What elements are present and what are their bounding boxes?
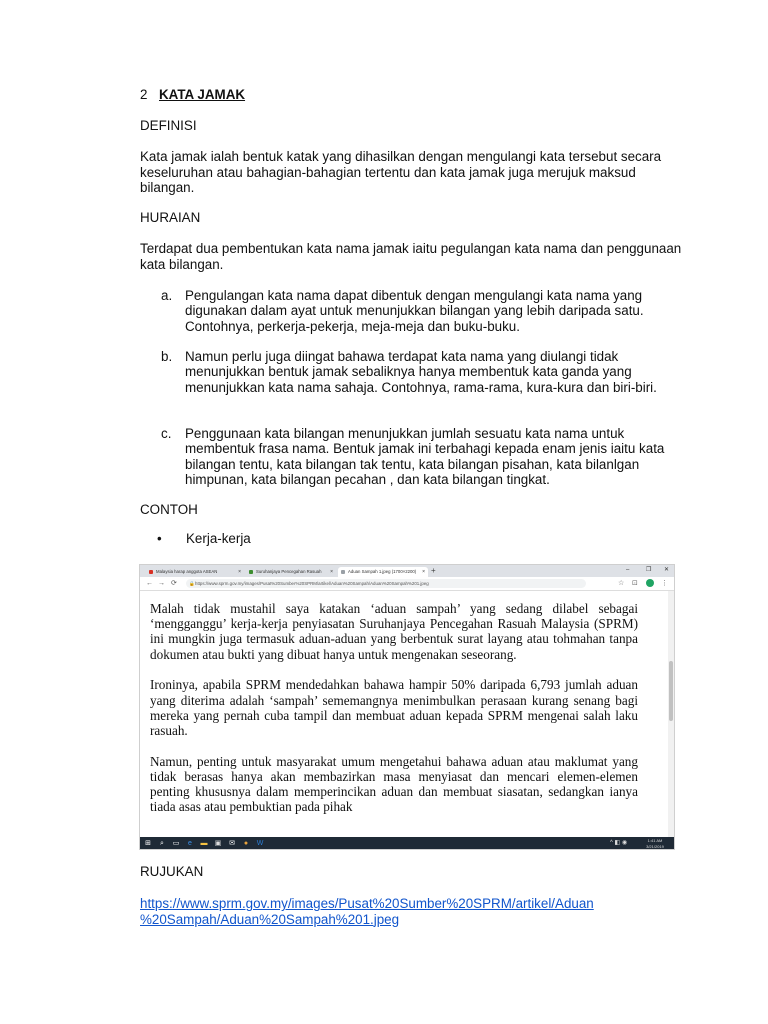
- address-bar: [140, 577, 674, 591]
- reload-icon[interactable]: ⟳: [171, 580, 177, 587]
- browser-tab-active[interactable]: [338, 567, 428, 577]
- tab-label: Suruhanjaya Pencegahan Rasuah: [256, 569, 322, 574]
- contoh-bullet-text: Kerja-kerja: [186, 531, 251, 546]
- list-marker: b.: [161, 349, 173, 364]
- article-paragraph: Malah tidak mustahil saya katakan ‘aduan sampah’ yang sedang dilabel sebagai ‘mengganggu’ kerja-kerja penyiasatan Suruhanjaya Pencegahan Rasuah Malaysia (SPRM) ini mungkin juga termasuk aduan-aduan yang berbentuk surat layang atau tohmahan tanpa dokumen atau bukti yang dibuat hanya untuk mengenakan seseorang.: [150, 601, 638, 662]
- tab-label: Aduan Sampah 1.jpeg (1700×2200): [348, 569, 417, 574]
- list-text: Pengulangan kata nama dapat dibentuk dengan mengulangi kata nama yang digunakan dalam ayat untuk menunjukkan bilangan yang lebih daripada satu. Contohnya, perkerja-pekerja, meja-meja dan buku-buku.: [185, 288, 644, 334]
- huraian-heading: HURAIAN: [140, 210, 201, 225]
- close-icon[interactable]: ×: [330, 569, 333, 575]
- reference-link-block: [140, 896, 660, 927]
- article-paragraph: Namun, penting untuk masyarakat umum mengetahui bahawa aduan atau maklumat yang tidak berasas hanya akan membazirkan masa menyiasat dan mencari elemen-elemen penting khususnya dalam memperincikan aduan dan membuat siasatan, sedangkan ianya tiada asas atau pembuktian pada pihak: [150, 753, 638, 815]
- chrome-icon[interactable]: ●: [243, 840, 249, 847]
- definisi-heading: DEFINISI: [140, 118, 197, 133]
- browser-tabbar: [140, 565, 674, 577]
- rujukan-heading: RUJUKAN: [140, 864, 204, 879]
- window-close-icon[interactable]: ✕: [664, 567, 670, 573]
- section-number: 2: [140, 87, 148, 102]
- minimize-icon[interactable]: –: [626, 567, 630, 573]
- close-icon[interactable]: ×: [422, 569, 425, 575]
- section-heading: [140, 87, 245, 103]
- embedded-screenshot: [139, 564, 675, 850]
- reference-link-line-1: https://www.sprm.gov.my/images/Pusat%20Sumber%20SPRM/artikel/Aduan: [140, 896, 594, 911]
- browser-tab[interactable]: [146, 567, 244, 577]
- reference-link-line-2: %20Sampah/Aduan%20Sampah%201.jpeg: [140, 911, 400, 927]
- list-text: Namun perlu juga diingat bahawa terdapat kata nama yang diulangi tidak menunjukkan bentuk jamak sebaliknya hanya membentuk kata ganda yang menunjukkan kata nama sahaja. Contohnya, rama-rama, kura-kura dan biri-biri.: [185, 349, 657, 395]
- url-field[interactable]: [186, 579, 586, 588]
- start-icon[interactable]: ⊞: [145, 840, 151, 847]
- extension-icon[interactable]: ⊡: [632, 580, 638, 587]
- edge-icon[interactable]: e: [188, 840, 192, 847]
- favicon-icon: [249, 570, 253, 574]
- windows-taskbar: [140, 837, 674, 850]
- contoh-heading: CONTOH: [140, 502, 198, 517]
- lock-icon: 🔒: [189, 581, 195, 586]
- url-text: https://www.sprm.gov.my/images/Pusat%20Sumber%20SPRM/artikel/Aduan%20Sampah/Aduan%20Sampah%201.jpeg: [195, 581, 429, 586]
- favicon-icon: [149, 570, 153, 574]
- section-title: KATA JAMAK: [159, 87, 246, 102]
- file-explorer-icon[interactable]: ▬: [200, 840, 208, 847]
- maximize-icon[interactable]: ❐: [646, 567, 652, 573]
- browser-tab[interactable]: [246, 567, 336, 577]
- article-text: [150, 601, 638, 830]
- menu-icon[interactable]: ⋮: [661, 580, 668, 587]
- profile-icon[interactable]: [646, 579, 654, 587]
- forward-icon[interactable]: →: [158, 580, 165, 587]
- bookmark-star-icon[interactable]: ☆: [618, 580, 625, 587]
- word-icon[interactable]: W: [256, 840, 264, 847]
- close-icon[interactable]: ×: [238, 569, 241, 575]
- system-tray-icon[interactable]: ^ ◧ ◉: [610, 840, 628, 846]
- definisi-text: Kata jamak ialah bentuk katak yang dihasilkan dengan mengulangi kata tersebut secara keseluruhan atau bahagian-bahagian tertentu dan kata jamak juga merujuk maksud bilangan.: [140, 149, 662, 195]
- clock-date: 3/21/2019: [646, 844, 664, 849]
- favicon-icon: [341, 570, 345, 574]
- store-icon[interactable]: ▣: [214, 840, 222, 847]
- tab-label: Malaysia harap anggota ASEAN: [156, 569, 218, 574]
- list-text: Penggunaan kata bilangan menunjukkan jumlah sesuatu kata nama untuk membentuk frasa nama. Bentuk jamak ini terbahagi kepada enam jenis iaitu kata bilangan tentu, kata bilangan tak tentu, kata bilangan pisahan, kata bilanlgan himpunan, kata bilangan pecahan , dan kata bilangan tingkat.: [185, 426, 665, 488]
- bullet-icon: •: [157, 531, 162, 546]
- vertical-scroll-thumb[interactable]: [669, 661, 673, 721]
- task-view-icon[interactable]: ▭: [172, 840, 180, 847]
- article-paragraph: Ironinya, apabila SPRM mendedahkan bahawa hampir 50% daripada 6,793 jumlah aduan yang diterima adalah ‘sampah’ sememangnya menimbulkan perasaan kurang senang bagi mereka yang pernah cuba tampil dan membuat aduan kepada SPRM mengenai salah laku rasuah.: [150, 677, 638, 738]
- taskbar-clock[interactable]: [643, 838, 667, 850]
- clock-time: 1:41 AM: [647, 838, 663, 843]
- new-tab-icon[interactable]: +: [431, 566, 436, 575]
- vertical-scrollbar[interactable]: [668, 591, 674, 839]
- reference-link[interactable]: [140, 896, 594, 927]
- list-marker: c.: [161, 426, 172, 441]
- image-viewport: [140, 591, 670, 837]
- huraian-intro: Terdapat dua pembentukan kata nama jamak iaitu pegulangan kata nama dan penggunaan kata bilangan.: [140, 241, 682, 272]
- search-icon[interactable]: ⌕: [160, 840, 164, 847]
- back-icon[interactable]: ←: [146, 580, 153, 587]
- mail-icon[interactable]: ✉: [229, 840, 235, 847]
- list-marker: a.: [161, 288, 173, 303]
